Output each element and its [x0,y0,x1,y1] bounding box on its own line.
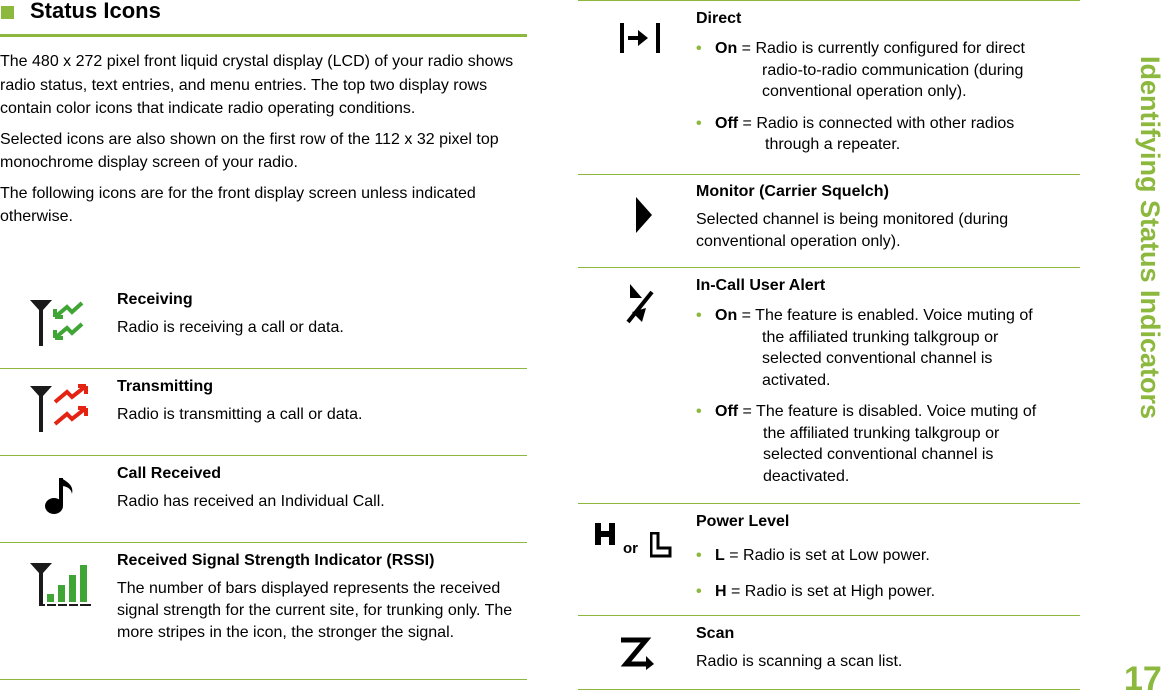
in-call-title: In-Call User Alert [696,277,826,294]
power-low-label: L [715,547,725,564]
receiving-title: Receiving [117,291,193,308]
call-received-desc: Radio has received an Individual Call. [117,493,385,510]
rssi-icon [28,559,94,609]
receiving-desc: Radio is receiving a call or data. [117,319,344,336]
scan-row [578,616,1080,690]
bullet-dot-icon: • [696,114,702,132]
in-call-on-label: On [715,307,738,324]
in-call-off-label: Off [715,403,739,420]
high-power-icon [594,522,616,546]
page-number: 17 [1124,660,1162,698]
heading-square-icon [1,6,14,19]
direct-on-label: On [715,40,738,57]
power-low-bullet [696,545,1080,567]
rssi-title: Received Signal Strength Indicator (RSSI) [117,552,435,569]
chapter-title: Identifying Status Indicators [1135,56,1165,420]
low-power-icon [650,532,674,558]
scan-title: Scan [696,625,735,642]
direct-off-text: = Radio is connected with other radios [738,114,1015,132]
intro-paragraph-1: The 480 x 272 pixel front liquid crystal display (LCD) of your radio shows radio status, text entries, and menu entries. The top two display rows contain color icons that indicate radio operating conditions. [0,53,514,117]
in-call-off-text: = The feature is disabled. Voice muting of [738,403,1037,420]
direct-title: Direct [696,10,742,27]
intro-text [0,50,515,236]
monitor-title: Monitor (Carrier Squelch) [696,183,889,200]
bullet-dot-icon: • [696,547,702,564]
monitor-desc: Selected channel is being monitored (during conventional operation only). [696,211,1009,250]
power-level-row [578,504,1080,616]
bullet-dot-icon: • [696,307,702,324]
direct-off-label: Off [715,114,739,132]
direct-icon [618,21,662,55]
direct-on-cont: radio-to-radio communication (during conventional operation only). [762,61,1024,100]
in-call-row [578,268,1080,504]
transmitting-row [0,369,527,456]
power-title: Power Level [696,513,790,530]
in-call-off-bullet [696,401,1080,487]
power-high-label: H [715,582,727,600]
receiving-icon [28,296,94,348]
in-call-on-cont: the affiliated trunking talkgroup or selected conventional channel is activated. [762,328,999,389]
in-call-on-text: = The feature is enabled. Voice muting of [737,307,1033,324]
transmitting-desc: Radio is transmitting a call or data. [117,406,363,423]
direct-row [578,1,1080,175]
transmitting-title: Transmitting [117,378,214,395]
intro-paragraph-3: The following icons are for the front display screen unless indicated otherwise. [0,184,476,225]
power-or-text: or [623,540,638,557]
bullet-dot-icon: • [696,403,702,420]
power-high-bullet [696,581,1080,603]
scan-icon [618,636,656,672]
in-call-alert-icon [622,282,658,324]
direct-on-bullet [696,38,1080,103]
call-received-row [0,456,527,543]
monitor-icon [632,195,656,235]
section-title: Status Icons [30,0,161,23]
in-call-on-bullet [696,305,1080,391]
receiving-row [0,282,527,369]
direct-off-cont: through a repeater. [765,136,901,153]
rssi-desc: The number of bars displayed represents the received signal strength for the current site, for trunking only. The more stripes in the icon, the stronger the signal. [117,580,513,641]
call-received-icon [44,476,78,516]
power-high-text: = Radio is set at High power. [726,582,936,600]
bullet-dot-icon: • [696,582,702,600]
transmitting-icon [28,382,94,434]
monitor-row [578,175,1080,268]
direct-on-text: = Radio is currently configured for direct [737,40,1025,57]
call-received-title: Call Received [117,465,222,482]
power-low-text: = Radio is set at Low power. [724,547,930,564]
in-call-off-cont: the affiliated trunking talkgroup or selected conventional channel is deactivated. [763,424,1000,485]
scan-desc: Radio is scanning a scan list. [696,653,903,670]
rssi-row [0,543,527,680]
bullet-dot-icon: • [696,40,702,57]
intro-paragraph-2: Selected icons are also shown on the first row of the 112 x 32 pixel top monochrome display screen of your radio. [0,130,499,171]
direct-off-bullet [696,113,1080,156]
section-heading [0,0,527,37]
